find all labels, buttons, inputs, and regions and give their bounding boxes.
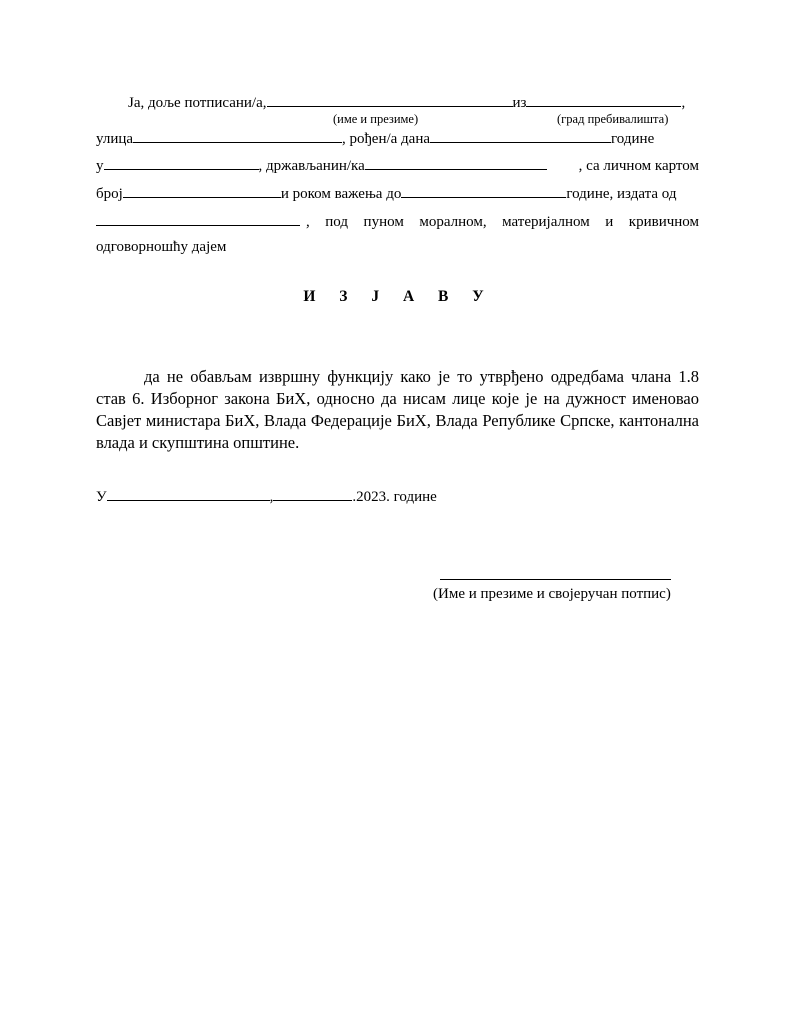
responsibility-text: , под пуном моралном, материјалном и кривичном <box>306 214 699 230</box>
hereby-text: одговорношћу дајем <box>96 239 227 255</box>
id-number-line <box>96 183 676 203</box>
issuer-field[interactable] <box>96 211 300 226</box>
id-number-field[interactable] <box>123 183 281 198</box>
year-text: .2023. године <box>352 489 437 505</box>
number-label: број <box>96 186 123 202</box>
residence-city-hint: (град пребивалишта) <box>557 112 669 126</box>
birthplace-field[interactable] <box>104 155 259 170</box>
valid-until-field[interactable] <box>401 183 566 198</box>
street-line <box>96 128 654 148</box>
statement-paragraph: да не обављам извршну функцију како је то утврђено одредбама члана 1.8 став 6. Изборног закона БиХ, односно да нисам лице које је на дужност именовао Савјет министара БиХ, Влада Федерације БиХ, Влада Републике Српске, кантонална влада и скупштина општине. <box>96 367 699 452</box>
citizen-label: , држављанин/ка <box>258 158 365 174</box>
statement-title: И З Ј А В У <box>303 288 494 305</box>
place-field[interactable] <box>107 486 270 501</box>
signature-field[interactable] <box>440 579 671 580</box>
comma: , <box>681 95 686 111</box>
street-label: улица <box>96 131 134 147</box>
signature-caption: (Име и презиме и својеручан потпис) <box>433 586 671 602</box>
year-label: године <box>611 131 655 147</box>
in-label: у <box>96 158 104 174</box>
born-label: , рођен/а дана <box>342 131 431 147</box>
birth-date-field[interactable] <box>430 128 611 143</box>
place-date-line <box>96 486 437 506</box>
declarant-label: Ја, доље потписани/а, <box>128 95 267 111</box>
issued-by-label: године, издата од <box>566 186 677 202</box>
declarant-line <box>128 92 685 112</box>
comma-separator: , <box>269 489 274 505</box>
from-label: из <box>512 95 527 111</box>
date-field[interactable] <box>273 486 352 501</box>
id-card-label: , са личном картом <box>578 158 699 174</box>
full-name-field[interactable] <box>267 92 513 107</box>
residence-city-field[interactable] <box>526 92 681 107</box>
valid-until-label: и роком важења до <box>280 186 402 202</box>
birthplace-line <box>96 155 699 175</box>
place-label: У <box>96 489 107 505</box>
street-field[interactable] <box>133 128 342 143</box>
issuer-line <box>96 211 699 231</box>
full-name-hint: (име и презиме) <box>333 112 419 126</box>
citizenship-field[interactable] <box>365 155 547 170</box>
